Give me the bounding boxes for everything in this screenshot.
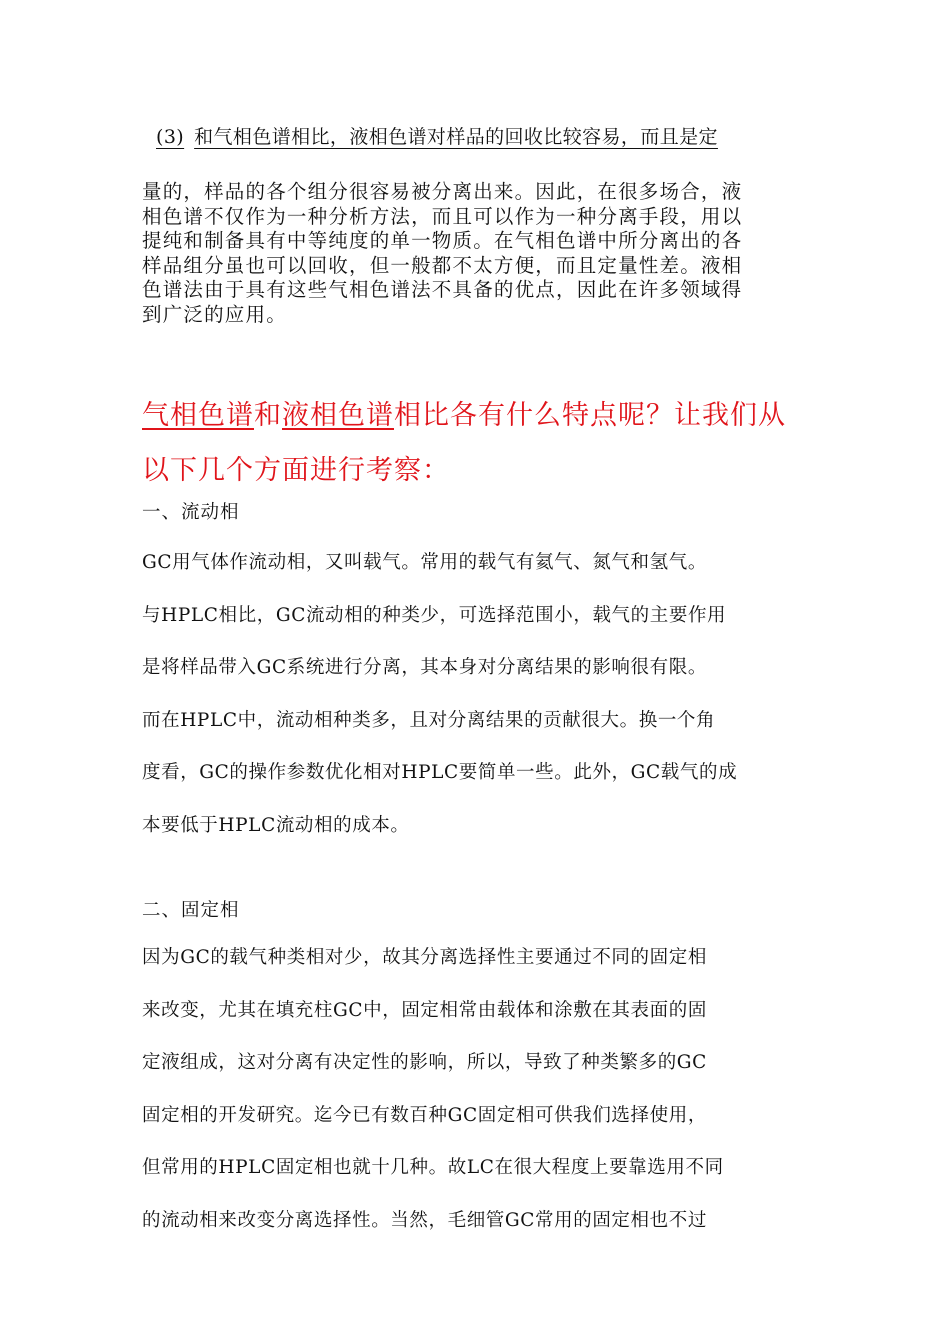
- paragraph-line: 与HPLC相比，GC流动相的种类少，可选择范围小，载气的主要作用: [142, 604, 727, 626]
- section-title-mobile-phase: 一、流动相: [142, 502, 240, 523]
- paragraph-line: 度看，GC的操作参数优化相对HPLC要简单一些。此外，GC载气的成: [142, 762, 738, 783]
- heading-rest: 相比各有什么特点呢？让我们从: [394, 400, 786, 431]
- paragraph-line: 到广泛的应用。: [142, 302, 287, 326]
- paragraph-line: 相色谱不仅作为一种分析方法，而且可以作为一种分离手段，用以: [142, 204, 743, 228]
- paragraph-line: 样品组分虽也可以回收，但一般都不太方便，而且定量性差。液相: [142, 253, 743, 277]
- paragraph-line: 是将样品带入GC系统进行分离，其本身对分离结果的影响很有限。: [142, 657, 707, 678]
- paragraph-line: 的流动相来改变分离选择性。当然，毛细管GC常用的固定相也不过: [142, 1209, 707, 1231]
- item-number: (3): [156, 126, 185, 148]
- paragraph-stationary-phase: [142, 932, 810, 1247]
- heading-line-2: 以下几个方面进行考察：: [142, 455, 450, 486]
- paragraph-line: 因为GC的载气种类相对少，故其分离选择性主要通过不同的固定相: [142, 947, 707, 968]
- paragraph-line: 而在HPLC中，流动相种类多，且对分离结果的贡献很大。换一个角: [142, 709, 716, 731]
- gc-link[interactable]: 气相色谱: [142, 400, 254, 431]
- heading-line-1: [142, 388, 810, 443]
- section-title-stationary-phase: 二、固定相: [142, 900, 240, 921]
- paragraph-line: GC用气体作流动相，又叫载气。常用的载气有氦气、氮气和氢气。: [142, 552, 707, 573]
- heading-and: 和: [254, 400, 282, 431]
- section-heading: [142, 388, 810, 498]
- lead-text: 和气相色谱相比，液相色谱对样品的回收比较容易，而且是定: [194, 126, 718, 148]
- paragraph-lc-recovery: [142, 180, 810, 327]
- paragraph-line: 但常用的HPLC固定相也就十几种。故LC在很大程度上要靠选用不同: [142, 1157, 724, 1178]
- paragraph-mobile-phase: [142, 537, 810, 852]
- lead-line: [142, 122, 810, 152]
- paragraph-line: 来改变，尤其在填充柱GC中，固定相常由载体和涂敷在其表面的固: [142, 999, 707, 1021]
- paragraph-line: 本要低于HPLC流动相的成本。: [142, 814, 410, 836]
- paragraph-line: 量的，样品的各个组分很容易被分离出来。因此，在很多场合，液: [142, 180, 743, 203]
- paragraph-line: 色谱法由于具有这些气相色谱法不具备的优点，因此在许多领域得: [142, 278, 743, 301]
- lc-link[interactable]: 液相色谱: [282, 400, 394, 431]
- paragraph-line: 固定相的开发研究。迄今已有数百种GC固定相可供我们选择使用，: [142, 1104, 707, 1126]
- paragraph-line: 提纯和制备具有中等纯度的单一物质。在气相色谱中所分离出的各: [142, 229, 743, 252]
- paragraph-line: 定液组成，这对分离有决定性的影响，所以，导致了种类繁多的GC: [142, 1052, 707, 1073]
